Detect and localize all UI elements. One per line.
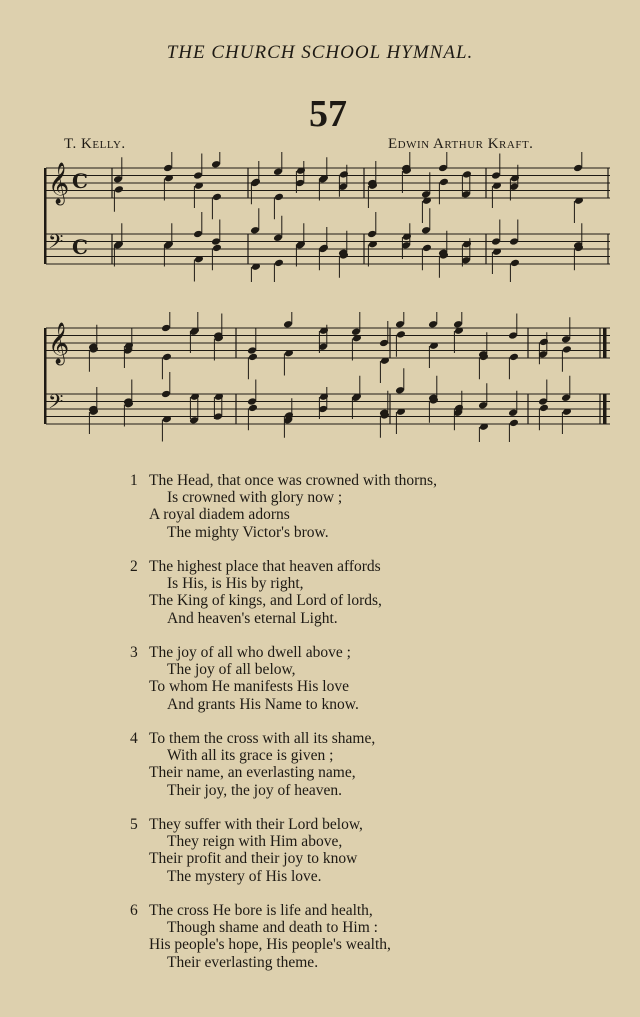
stanza-number: 6 xyxy=(130,902,138,919)
stanza-line: The joy of all below, xyxy=(167,661,296,679)
stanza-number: 4 xyxy=(130,730,138,747)
stanza-4 xyxy=(130,730,375,799)
note-head xyxy=(248,404,258,413)
stanza-2 xyxy=(130,558,382,627)
stanza-line: Their profit and their joy to know xyxy=(149,850,358,868)
music-staff-system-2 xyxy=(38,312,618,442)
treble-clef-icon: 𝄞 xyxy=(48,163,70,204)
words-author: T. Kelly. xyxy=(64,136,126,152)
time-signature: C xyxy=(72,169,88,193)
note-head xyxy=(509,419,519,428)
note-head xyxy=(114,185,124,194)
stanza-line: A royal diadem adorns xyxy=(149,506,290,524)
note-head xyxy=(274,193,284,202)
note-head xyxy=(509,353,519,362)
treble-clef-icon: 𝄞 xyxy=(48,323,70,364)
music-composer: Edwin Arthur Kraft. xyxy=(388,136,534,152)
stanza-line: And heaven's eternal Light. xyxy=(167,609,338,627)
note-head xyxy=(248,353,258,362)
stanza-1 xyxy=(130,472,437,541)
stanza-3 xyxy=(130,644,359,713)
note-head xyxy=(462,170,472,179)
stanza-6 xyxy=(130,902,391,971)
stanza-line: With all its grace is given ; xyxy=(167,747,334,765)
stanza-line: Is crowned with glory now ; xyxy=(167,489,343,507)
stanza-number: 2 xyxy=(130,558,138,575)
stanza-line: To whom He manifests His love xyxy=(149,678,349,696)
note-head xyxy=(396,330,406,339)
stanza-line: Their joy, the joy of heaven. xyxy=(167,781,343,799)
stanza-line: The mystery of His love. xyxy=(167,867,322,885)
stanza-line: The mighty Victor's brow. xyxy=(167,523,329,541)
stanza-line: The highest place that heaven affords xyxy=(149,558,381,575)
note-head xyxy=(162,353,172,362)
music-system-2 xyxy=(38,312,618,442)
stanza-line: Though shame and death to Him : xyxy=(167,919,378,937)
music-staff-system-1 xyxy=(38,152,618,282)
hymn-number: 57 xyxy=(309,93,347,135)
stanza-line: And grants His Name to know. xyxy=(167,695,359,713)
note-head xyxy=(339,170,349,179)
final-barline xyxy=(603,328,607,358)
stanza-line: Their everlasting theme. xyxy=(167,953,319,971)
bass-clef-icon: 𝄢 xyxy=(48,230,64,258)
system-brace xyxy=(44,328,47,424)
stanza-line: The joy of all who dwell above ; xyxy=(149,644,351,661)
stanza-number: 1 xyxy=(130,472,138,489)
note-head xyxy=(212,193,222,202)
bass-clef-icon: 𝄢 xyxy=(48,390,64,418)
music-system-1 xyxy=(38,152,618,282)
running-title: THE CHURCH SCHOOL HYMNAL. xyxy=(166,42,474,63)
note-head xyxy=(510,259,520,268)
stanza-line: They reign with Him above, xyxy=(167,833,343,851)
note-head xyxy=(539,338,549,347)
stanza-line: The Head, that once was crowned with thorns, xyxy=(149,472,437,489)
stanza-number: 3 xyxy=(130,644,138,661)
stanza-line: They suffer with their Lord below, xyxy=(149,816,363,833)
note-head xyxy=(439,178,449,187)
note-head xyxy=(212,244,222,253)
stanza-5 xyxy=(130,816,363,885)
stanza-line: The cross He bore is life and health, xyxy=(149,902,373,919)
stanza-number: 5 xyxy=(130,816,138,833)
stanza-line: Is His, is His by right, xyxy=(167,575,304,593)
note-head xyxy=(422,244,432,253)
stanza-line: The King of kings, and Lord of lords, xyxy=(149,592,382,610)
system-brace xyxy=(44,168,47,264)
stanza-line: Their name, an everlasting name, xyxy=(149,764,356,782)
note-head xyxy=(274,259,284,268)
stanza-line: To them the cross with all its shame, xyxy=(149,730,376,747)
time-signature: C xyxy=(72,235,88,259)
note-head xyxy=(562,345,572,354)
stanza-line: His people's hope, His people's wealth, xyxy=(149,936,391,954)
final-barline xyxy=(603,394,607,424)
note-head xyxy=(539,404,549,413)
